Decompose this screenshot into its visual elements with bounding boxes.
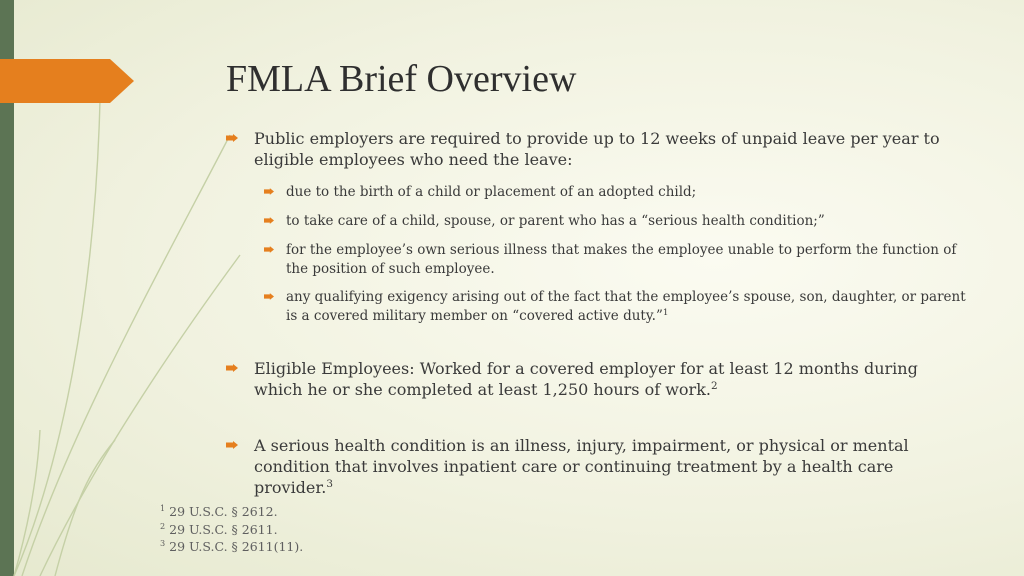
footnote-ref: 2 [710,379,718,392]
slide-content [226,128,966,498]
arrow-bullet-icon [264,188,274,195]
bullet-eligible-employees [226,358,966,400]
arrow-bullet-icon [226,364,238,372]
bullet-text: Eligible Employees: Worked for a covered employer for at least 12 months during which he or she completed at least 1,250 hours of work.$^2$ [254,359,918,399]
arrow-bullet-icon [264,217,274,224]
title-accent-tab [0,59,134,103]
sub-bullet-own-illness [264,241,966,279]
sub-bullet-birth [264,183,966,202]
sub-bullet-text: to take care of a child, spouse, or parent who has a “serious health condition;” [286,213,825,229]
footnote-ref: 1 [662,307,669,318]
arrow-bullet-icon [226,441,238,449]
sub-bullet-text: any qualifying exigency arising out of the fact that the employee’s spouse, son, daughter, or parent is a covered military member on “covered active duty.”$^1$ [286,289,966,324]
sub-bullet-exigency [264,288,966,326]
footnote-ref: 3 [326,477,333,490]
footnote-2: $^2$ 29 U.S.C. § 2611. [160,520,278,537]
bullet-text: A serious health condition is an illness, injury, impairment, or physical or mental condition that involves inpatient care or continuing treatment by a health care provider.$^3$ [254,436,909,497]
arrow-bullet-icon [264,293,274,300]
bullet-text: Public employers are required to provide up to 12 weeks of unpaid leave per year to eligible employees who need the leave: [254,129,940,169]
sub-bullet-text: due to the birth of a child or placement of an adopted child; [286,184,697,200]
arrow-bullet-icon [226,134,238,142]
bullet-public-employers [226,128,966,170]
slide-title: FMLA Brief Overview [226,58,577,100]
arrow-bullet-icon [264,246,274,253]
footnote-3: $^3$ 29 U.S.C. § 2611(11). [160,538,304,554]
sub-bullet-text: for the employee’s own serious illness that makes the employee unable to perform the function of the position of such employee. [286,242,957,277]
sub-bullet-care [264,212,966,231]
footnote-1: $^1$ 29 U.S.C. § 2612. [160,503,278,519]
bullet-serious-condition [226,435,966,498]
footnotes [160,503,303,556]
